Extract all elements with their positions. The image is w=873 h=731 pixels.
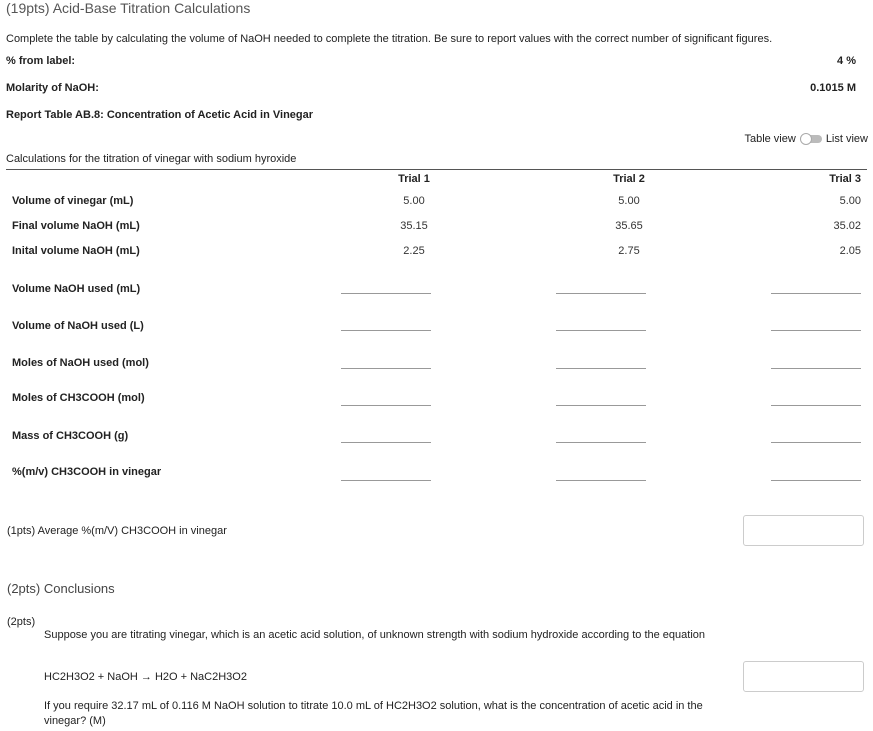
answer-input[interactable]: [556, 480, 646, 481]
row-label-mass-ch3cooh: Mass of CH3COOH (g): [12, 430, 129, 442]
switch-knob: [800, 133, 812, 145]
row-label-percent-mv: %(m/v) CH3COOH in vinegar: [12, 466, 162, 478]
average-label: (1pts) Average %(m/V) CH3COOH in vinegar: [7, 525, 227, 537]
answer-input[interactable]: [556, 442, 646, 443]
table-cell: 2.75: [618, 245, 640, 257]
answer-input[interactable]: [556, 368, 646, 369]
conclusions-points: (2pts): [7, 616, 36, 628]
page-title: (19pts) Acid-Base Titration Calculations: [6, 0, 251, 16]
column-header-trial-3: Trial 3: [829, 173, 861, 185]
list-view-label[interactable]: List view: [825, 133, 868, 145]
table-cell: 2.25: [403, 245, 425, 257]
answer-input[interactable]: [771, 330, 861, 331]
row-label-final-volume: Final volume NaOH (mL): [12, 220, 140, 232]
answer-input[interactable]: [771, 480, 861, 481]
answer-input[interactable]: [341, 480, 431, 481]
report-table-label: Report Table AB.8: Concentration of Acetic Acid in Vinegar: [6, 109, 314, 121]
table-cell: 5.00: [839, 195, 861, 207]
conclusions-title: (2pts) Conclusions: [7, 581, 115, 596]
answer-input[interactable]: [341, 368, 431, 369]
table-cell: 35.15: [400, 220, 428, 232]
table-divider: [6, 169, 867, 170]
view-switch[interactable]: [800, 134, 822, 144]
pct-label-value: 4 %: [837, 55, 856, 67]
table-cell: 35.02: [833, 220, 861, 232]
row-label-moles-naoh: Moles of NaOH used (mol): [12, 357, 149, 369]
row-label-volume-naoh-ml: Volume NaOH used (mL): [12, 283, 141, 295]
table-cell: 35.65: [615, 220, 643, 232]
answer-input[interactable]: [341, 405, 431, 406]
concentration-input[interactable]: [743, 661, 864, 692]
answer-input[interactable]: [556, 330, 646, 331]
answer-input[interactable]: [771, 442, 861, 443]
answer-input[interactable]: [771, 368, 861, 369]
answer-input[interactable]: [556, 293, 646, 294]
table-view-label[interactable]: Table view: [744, 133, 796, 145]
view-toggle[interactable]: [744, 133, 868, 145]
question-text: If you require 32.17 mL of 0.116 M NaOH solution to titrate 10.0 mL of HC2H3O2 solution, what is the concentration of acetic acid in the vinegar? (M): [44, 700, 703, 727]
column-header-trial-1: Trial 1: [398, 173, 430, 185]
table-cell: 5.00: [618, 195, 640, 207]
instructions-text: Complete the table by calculating the volume of NaOH needed to complete the titration. Be sure to report values with the correct number of significant figures.: [6, 33, 773, 45]
column-header-trial-2: Trial 2: [613, 173, 645, 185]
question-intro: Suppose you are titrating vinegar, which is an acetic acid solution, of unknown strength with sodium hydroxide according to the equation: [44, 629, 706, 641]
row-label-volume-naoh-l: Volume of NaOH used (L): [12, 320, 144, 332]
table-cell: 5.00: [403, 195, 425, 207]
row-label-moles-ch3cooh: Moles of CH3COOH (mol): [12, 392, 145, 404]
molarity-value: 0.1015 M: [810, 82, 856, 94]
reaction-equation: HC2H3O2 + NaOH → H2O + NaC2H3O2: [44, 671, 247, 683]
answer-input[interactable]: [771, 293, 861, 294]
answer-input[interactable]: [341, 293, 431, 294]
answer-input[interactable]: [771, 405, 861, 406]
row-label-initial-volume: Inital volume NaOH (mL): [12, 245, 140, 257]
average-input[interactable]: [743, 515, 864, 546]
answer-input[interactable]: [341, 330, 431, 331]
table-cell: 2.05: [839, 245, 861, 257]
row-label-volume-vinegar: Volume of vinegar (mL): [12, 195, 134, 207]
molarity-label: Molarity of NaOH:: [6, 82, 99, 94]
table-caption: Calculations for the titration of vinegar with sodium hyroxide: [6, 153, 297, 165]
pct-label-label: % from label:: [6, 55, 76, 67]
answer-input[interactable]: [556, 405, 646, 406]
answer-input[interactable]: [341, 442, 431, 443]
